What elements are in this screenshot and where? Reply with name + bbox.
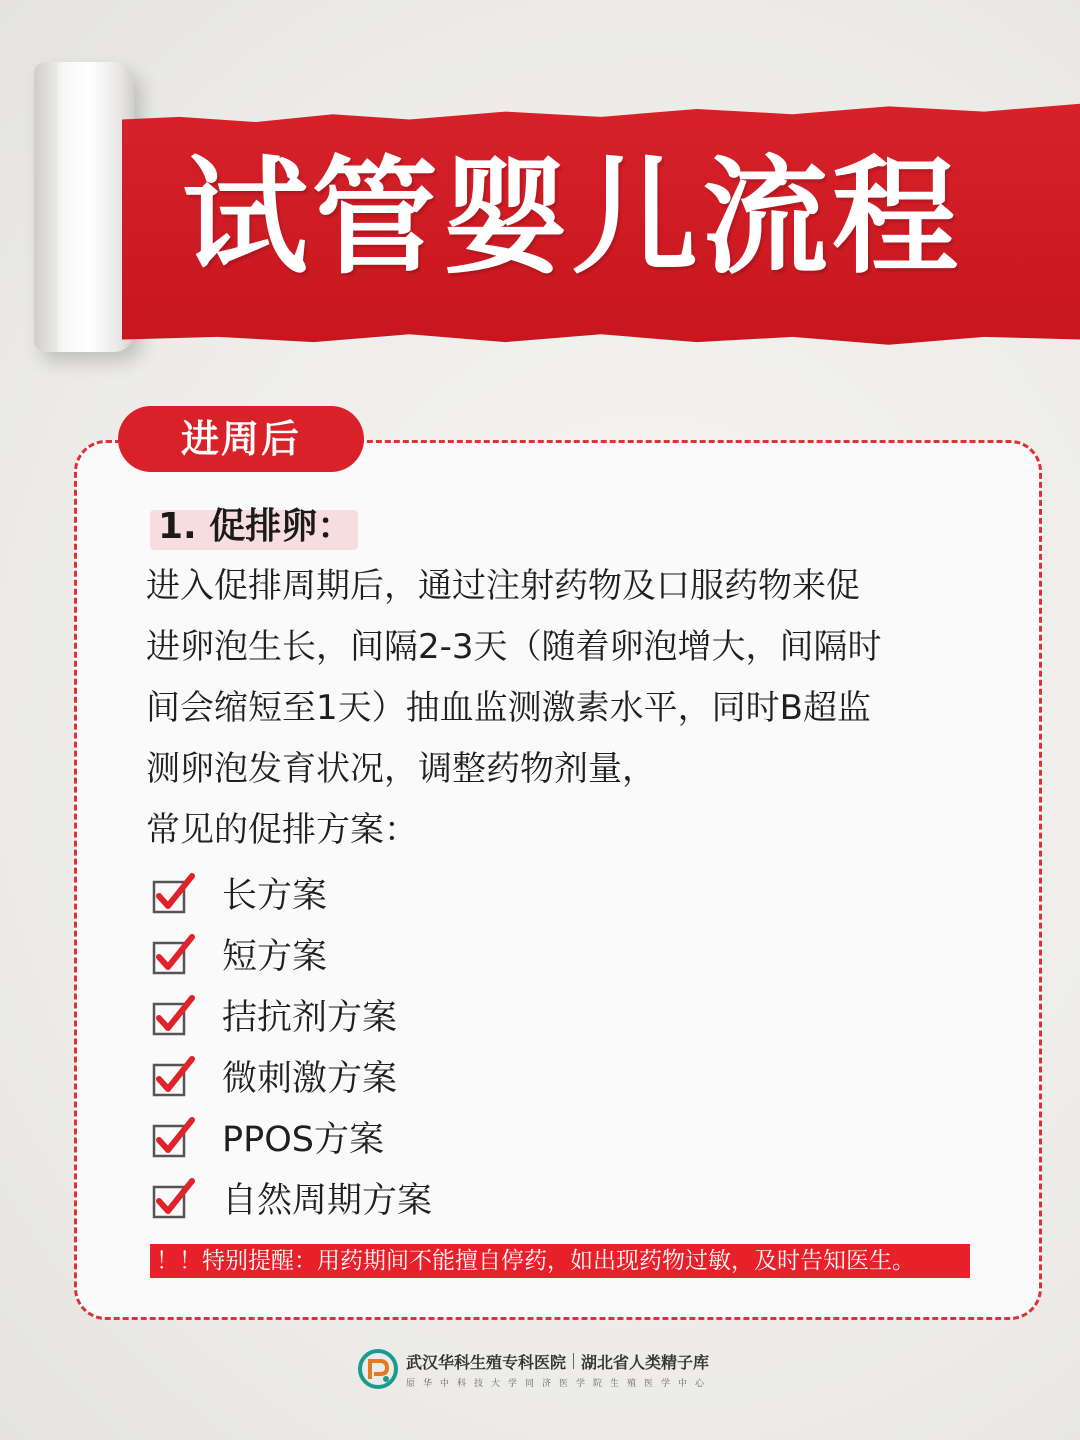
- footer-subtitle: 原华中科技大学同济医学院生殖医学中心: [406, 1378, 713, 1389]
- list-item: [150, 862, 850, 923]
- paragraph-line: 测卵泡发育状况，调整药物剂量，: [146, 749, 656, 789]
- page-title: 试管婴儿流程: [182, 144, 962, 291]
- list-item: [150, 1167, 850, 1228]
- options-heading: 常见的促排方案：: [146, 810, 418, 850]
- section-heading: 1. 促排卵：: [158, 506, 354, 547]
- checkbox-checked-icon: [150, 1053, 196, 1099]
- warning-note: ！！特别提醒：用药期间不能擅自停药，如出现药物过敏，及时告知医生。: [150, 1244, 970, 1278]
- footer-names: [406, 1350, 712, 1373]
- partner-name: 湖北省人类精子库: [581, 1352, 710, 1372]
- checkbox-checked-icon: [150, 931, 196, 977]
- footer: [358, 1348, 778, 1390]
- list-item: [150, 1045, 850, 1106]
- option-label: 微刺激方案: [222, 1058, 398, 1099]
- section-tag: 进周后: [118, 406, 364, 472]
- checkbox-checked-icon: [150, 992, 196, 1038]
- checkbox-checked-icon: [150, 870, 196, 916]
- option-label: 自然周期方案: [222, 1180, 433, 1221]
- paper-roll-edge: [34, 62, 58, 352]
- paragraph-line: 进卵泡生长，间隔2-3天（随着卵泡增大，间隔时: [146, 627, 882, 667]
- hospital-name: 武汉华科生殖专科医院: [406, 1352, 567, 1372]
- paragraph-line: 进入促排周期后，通过注射药物及口服药物来促: [146, 566, 860, 606]
- paragraph-line: 间会缩短至1天）抽血监测激素水平，同时B超监: [146, 688, 871, 728]
- options-list: [150, 862, 850, 1228]
- description-paragraph: [146, 556, 1006, 800]
- option-label: 短方案: [222, 936, 328, 977]
- option-label: 长方案: [222, 875, 328, 916]
- hospital-logo-icon: [358, 1349, 398, 1389]
- list-item: [150, 923, 850, 984]
- option-label: 拮抗剂方案: [222, 997, 398, 1038]
- list-item: [150, 1106, 850, 1167]
- list-item: [150, 984, 850, 1045]
- footer-text: [406, 1350, 712, 1389]
- checkbox-checked-icon: [150, 1114, 196, 1160]
- option-label: PPOS方案: [222, 1119, 384, 1160]
- footer-divider: [573, 1353, 574, 1369]
- checkbox-checked-icon: [150, 1175, 196, 1221]
